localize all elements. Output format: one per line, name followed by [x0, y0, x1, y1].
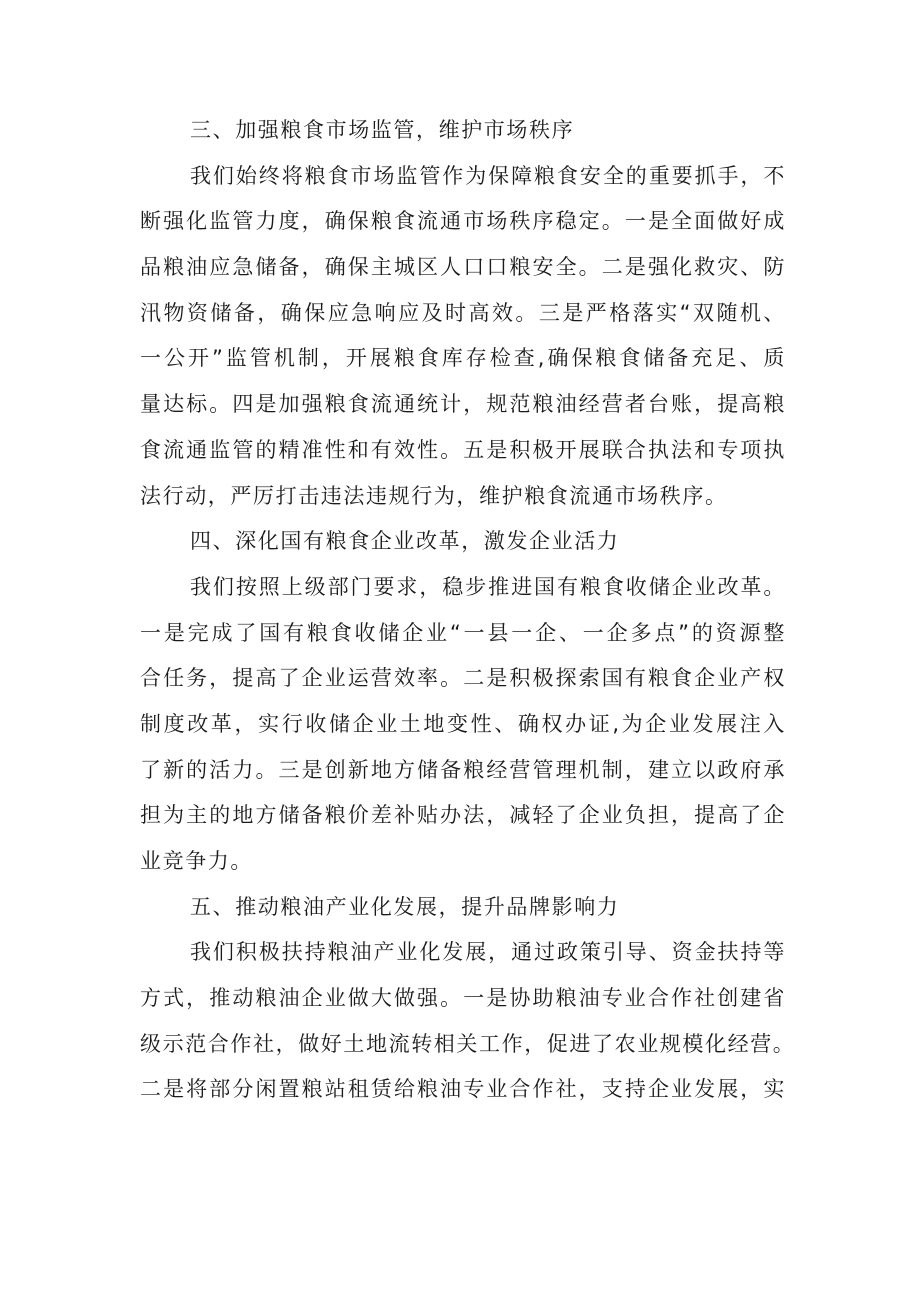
paragraph-line: 我们积极扶持粮油产业化发展，通过政策引导、资金扶持等: [190, 940, 786, 965]
paragraph-line: 汛物资储备，确保应急响应及时高效。三是严格落实“双随机、: [140, 300, 786, 325]
paragraph-line: 制度改革，实行收储企业土地变性、确权办证,为企业发展注入: [140, 711, 786, 736]
paragraph-line: 食流通监管的精准性和有效性。五是积极开展联合执法和专项执: [140, 437, 786, 462]
section-heading-4: 四、深化国有粮食企业改革，激发企业活力: [190, 529, 620, 554]
paragraph-line: 业竞争力。: [140, 849, 253, 873]
paragraph-line: 方式，推动粮油企业做大做强。一是协助粮油专业合作社创建省: [140, 986, 786, 1011]
paragraph-line: 一公开”监管机制，开展粮食库存检查,确保粮食储备充足、质: [140, 346, 786, 371]
paragraph-line: 合任务，提高了企业运营效率。二是积极探索国有粮食企业产权: [140, 666, 786, 691]
paragraph-line: 二是将部分闲置粮站租赁给粮油专业合作社，支持企业发展，实: [140, 1077, 786, 1102]
section-heading-5: 五、推动粮油产业化发展，提升品牌影响力: [190, 894, 620, 919]
paragraph-line: 品粮油应急储备，确保主城区人口口粮安全。二是强化救灾、防: [140, 255, 786, 280]
paragraph-line: 级示范合作社，做好土地流转相关工作，促进了农业规模化经营。: [140, 1031, 796, 1056]
paragraph-line: 了新的活力。三是创新地方储备粮经营管理机制，建立以政府承: [140, 757, 786, 782]
section-heading-3: 三、加强粮食市场监管，维护市场秩序: [190, 118, 575, 142]
paragraph-line: 我们按照上级部门要求，稳步推进国有粮食收储企业改革。: [190, 574, 786, 599]
paragraph-line: 一是完成了国有粮食收储企业“一县一企、一企多点”的资源整: [140, 620, 786, 645]
paragraph-line: 我们始终将粮食市场监管作为保障粮食安全的重要抓手，不: [190, 163, 786, 188]
document-body: [140, 108, 796, 1113]
paragraph-line: 量达标。四是加强粮食流通统计，规范粮油经营者台账，提高粮: [140, 392, 786, 417]
paragraph-line: 法行动，严厉打击违法违规行为，维护粮食流通市场秩序。: [140, 483, 728, 508]
paragraph-line: 断强化监管力度，确保粮食流通市场秩序稳定。一是全面做好成: [140, 209, 786, 234]
paragraph-line: 担为主的地方储备粮价差补贴办法，减轻了企业负担，提高了企: [140, 803, 786, 828]
